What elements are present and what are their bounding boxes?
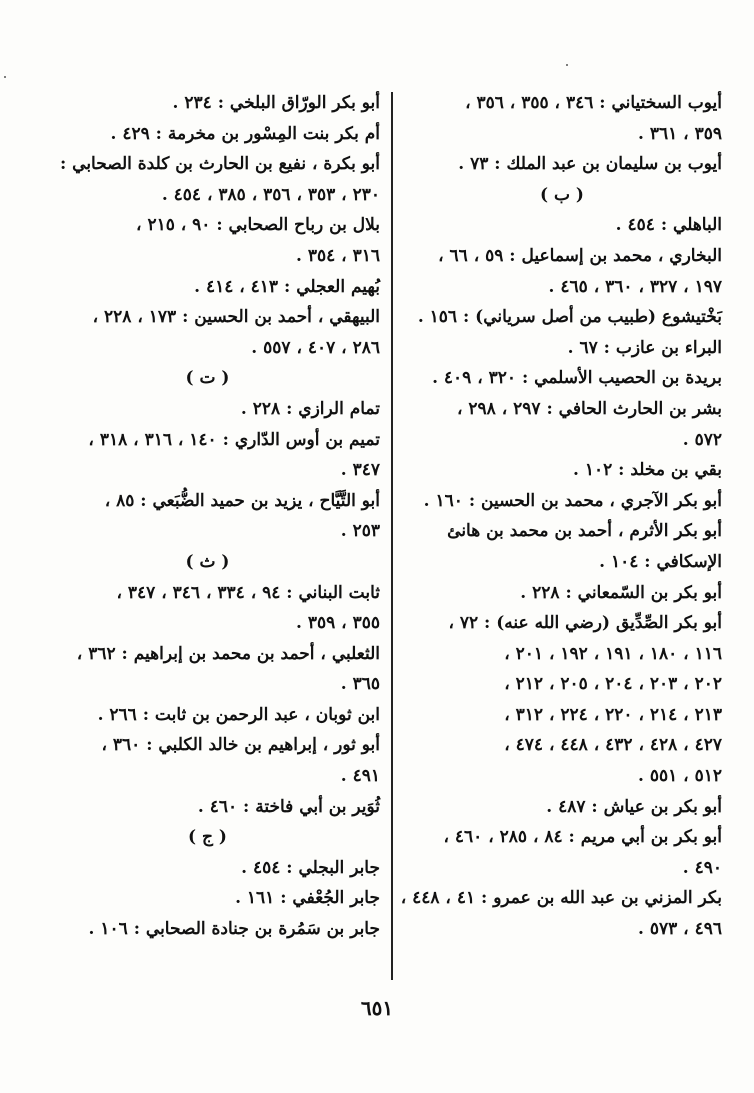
index-entry-line: ( ث ) <box>185 551 230 572</box>
index-entry-line: ٢١٣ ، ٢١٤ ، ٢٢٠ ، ٢٢٤ ، ٣١٢ ، <box>504 704 722 725</box>
index-entry-line: ثابت البناني : ٩٤ ، ٣٣٤ ، ٣٤٦ ، ٣٤٧ ، <box>116 582 380 603</box>
print-speck <box>566 64 568 66</box>
index-entry-line: بريدة بن الحصيب الأسلمي : ٣٢٠ ، ٤٠٩ . <box>432 368 722 389</box>
index-entry-line: ٤٩٦ ، ٥٧٣ . <box>638 919 722 940</box>
index-entry-line: ٤٩٠ . <box>682 857 722 878</box>
index-entry-line: أبو ثور ، إبراهيم بن خالد الكلبي : ٣٦٠ ، <box>101 735 380 756</box>
index-entry-line: ٢٨٦ ، ٤٠٧ ، ٥٥٧ . <box>251 337 380 358</box>
index-column-right <box>402 88 722 945</box>
index-entry-line: البيهقي ، أحمد بن الحسين : ١٧٣ ، ٢٢٨ ، <box>92 307 380 328</box>
index-entry-line: أبو بكر بن أبي مريم : ٨٤ ، ٢٨٥ ، ٤٦٠ ، <box>443 827 722 848</box>
index-entry-line: ٢٣٠ ، ٣٥٣ ، ٣٥٦ ، ٣٨٥ ، ٤٥٤ . <box>161 184 380 205</box>
index-entry-line: ابن ثوبان ، عبد الرحمن بن ثابت : ٢٦٦ . <box>97 704 380 725</box>
index-entry-line: ٥٧٢ . <box>682 429 722 450</box>
index-entry-line: أيوب السختياني : ٣٤٦ ، ٣٥٥ ، ٣٥٦ ، <box>465 93 722 113</box>
index-entry-line: ٣٥٥ ، ٣٥٩ . <box>296 613 380 634</box>
index-entry-line: بقي بن مخلد : ١٠٢ . <box>572 460 722 481</box>
index-entry-line: الباهلي : ٤٥٤ . <box>615 215 722 236</box>
index-entry-line: جابر الجُعْفي : ١٦١ . <box>235 888 380 909</box>
index-entry-line: ٣٤٧ . <box>340 460 380 481</box>
index-column-left <box>35 88 380 945</box>
index-entry-line: أبو التَّيَّاح ، يزيد بن حميد الضُّبَعي : ٨٥ ، <box>104 490 380 511</box>
index-entry-line: بُهيم العجلي : ٤١٣ ، ٤١٤ . <box>194 276 380 297</box>
index-entry-line: البخاري ، محمد بن إسماعيل : ٥٩ ، ٦٦ ، <box>438 245 722 266</box>
index-entry-line: أبو بكر الآجري ، محمد بن الحسين : ١٦٠ . <box>423 490 722 511</box>
index-entry-line: أبو بكر الأثرم ، أحمد بن محمد بن هانئ <box>447 521 722 542</box>
print-speck <box>4 76 6 78</box>
index-entry-line: الثعلبي ، أحمد بن محمد بن إبراهيم : ٣٦٢ ، <box>76 643 380 664</box>
page-number: ٦٥١ <box>360 996 394 1020</box>
index-entry-line: ٢٥٣ . <box>340 521 380 542</box>
index-entry-line: أبو بكر بن عياش : ٤٨٧ . <box>546 796 722 817</box>
index-entry-line: تميم بن أوس الدّاري : ١٤٠ ، ٣١٦ ، ٣١٨ ، <box>88 429 380 450</box>
index-entry-line: ٣٦٥ . <box>340 674 380 695</box>
index-entry-line: ٥١٢ ، ٥٥١ . <box>638 766 722 787</box>
index-entry-line: ٤٩١ . <box>340 766 380 787</box>
index-entry-line: ( ب ) <box>540 184 584 205</box>
index-entry-line: تمام الرازي : ٢٢٨ . <box>240 398 380 419</box>
index-entry-line: ثُوَير بن أبي فاختة : ٤٦٠ . <box>197 796 380 817</box>
index-entry-line: ٣١٦ ، ٣٥٤ . <box>296 245 380 266</box>
index-entry-line: جابر البجلي : ٤٥٤ . <box>241 857 380 878</box>
index-entry-line: بكر المزني بن عبد الله بن عمرو : ٤١ ، ٤٤٨ ، <box>400 888 722 909</box>
index-entry-line: ٢٠٢ ، ٢٠٣ ، ٢٠٤ ، ٢٠٥ ، ٢١٢ ، <box>504 674 722 695</box>
index-entry-line: البراء بن عازب : ٦٧ . <box>567 337 722 358</box>
index-entry-line: أبو بكر الصِّدِّيق (رضي الله عنه) : ٧٢ ، <box>448 613 722 634</box>
index-entry-line: أبو بكرة ، نفيع بن الحارث بن كلدة الصحابي : <box>59 154 380 175</box>
index-entry-line: بشر بن الحارث الحافي : ٢٩٧ ، ٢٩٨ ، <box>457 398 722 419</box>
index-entry-line: ( ت ) <box>185 368 230 389</box>
index-entry-line: ١٩٧ ، ٣٢٧ ، ٣٦٠ ، ٤٦٥ . <box>548 276 722 297</box>
index-entry-line: جابر بن سَمُرة بن جنادة الصحابي : ١٠٦ . <box>88 919 380 940</box>
column-divider <box>391 92 393 980</box>
index-entry-line: ٣٥٩ ، ٣٦١ . <box>638 123 722 144</box>
index-entry-line: ٤٢٧ ، ٤٢٨ ، ٤٣٢ ، ٤٤٨ ، ٤٧٤ ، <box>504 735 722 756</box>
index-entry-line: الإسكافي : ١٠٤ . <box>599 551 722 572</box>
index-entry-line: أبو بكر الورّاق البلخي : ٢٣٤ . <box>172 93 380 113</box>
index-entry-line: أبو بكر بن السّمعاني : ٢٢٨ . <box>520 582 722 603</box>
index-entry-line: أم بكر بنت المِسْور بن مخرمة : ٤٢٩ . <box>110 123 380 144</box>
index-entry-line: بلال بن رباح الصحابي : ٩٠ ، ٢١٥ ، <box>136 215 380 236</box>
index-entry-line: ( ج ) <box>188 827 227 848</box>
index-entry-line: ١١٦ ، ١٨٠ ، ١٩١ ، ١٩٢ ، ٢٠١ ، <box>504 643 722 664</box>
index-entry-line: بَخْتيشوع (طبيب من أصل سرياني) : ١٥٦ . <box>417 307 722 328</box>
index-entry-line: أيوب بن سليمان بن عبد الملك : ٧٣ . <box>458 154 722 175</box>
